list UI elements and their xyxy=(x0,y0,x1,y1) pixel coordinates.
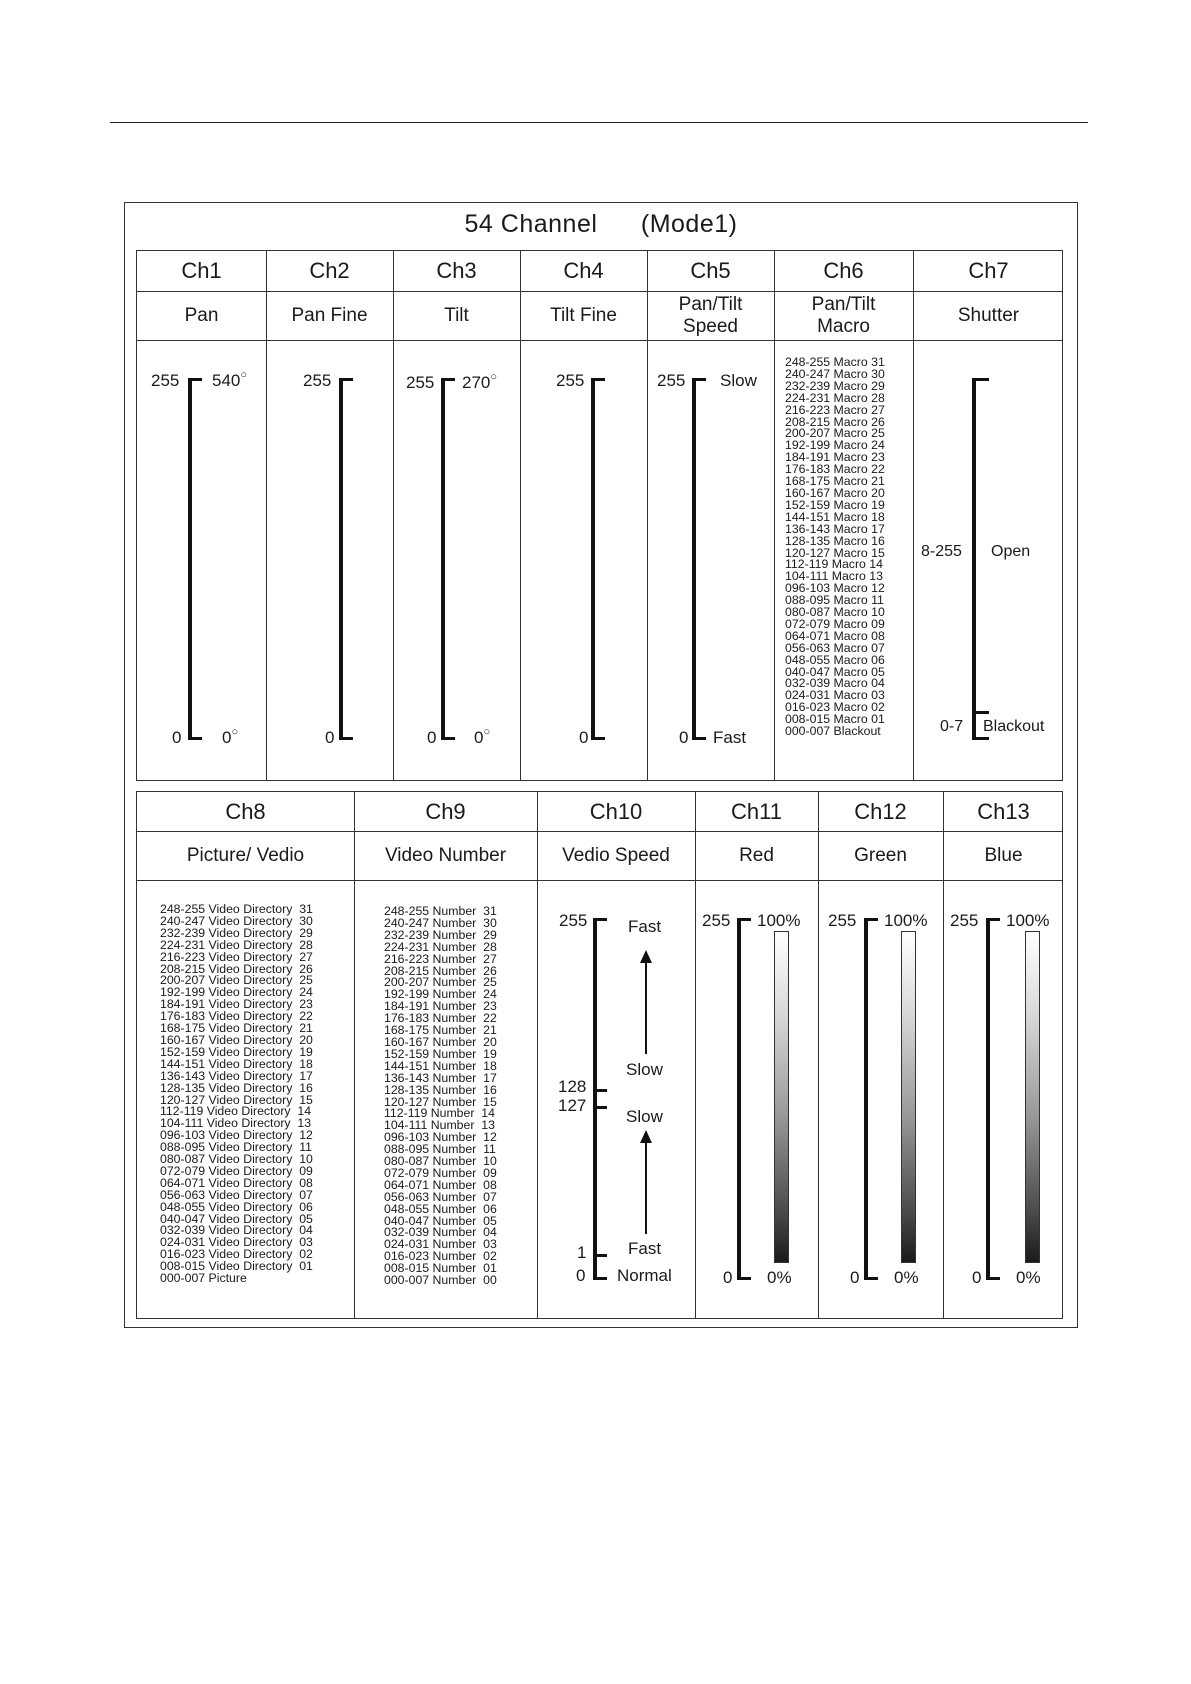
ch12-range-bar xyxy=(864,918,868,1279)
ch11-bottom-tick xyxy=(737,1277,751,1280)
ch10-range-bar xyxy=(593,918,597,1279)
ch2-max-value: 255 xyxy=(303,371,332,390)
ch10-normal-label: Normal xyxy=(617,1266,672,1285)
ch9-video-number-list: 248-255 Number 31 240-247 Number 30 232-239 Number 29 224-231 Number 28 216-223 Number 27 208-215 Number 26 200-207 Number 25 192-199 Number 24 184-191 Number 23 176-183 Number 22 168-175 Number 21 160-167 Number 20 152-159 Number 19 144-151 Number 18 136-143 Number 17 128-135 Number 16 120-127 Number 15 112-119 Number 14 104-111 Number 13 096-103 Number 12 088-095 Number 11 080-087 Number 10 072-079 Number 09 064-071 Number 08 056-063 Number 07 048-055 Number 06 040-047 Number 05 032-039 Number 04 024-031 Number 03 016-023 Number 02 008-015 Number 01 000-007 Number 00 xyxy=(384,904,497,1288)
header-ch3: Ch3 xyxy=(436,258,477,283)
name-ch12: Green xyxy=(854,844,907,866)
page-header-rule xyxy=(110,122,1088,123)
name-ch1: Pan xyxy=(184,304,219,326)
header-ch4: Ch4 xyxy=(563,258,604,283)
ch5-slow-label: Slow xyxy=(720,371,757,390)
name-ch13: Blue xyxy=(984,844,1023,866)
ch1-max-value: 255 xyxy=(151,371,180,390)
ch13-max-pct: 100% xyxy=(1006,911,1050,930)
header-ch11: Ch11 xyxy=(731,798,782,824)
header-ch5: Ch5 xyxy=(690,258,731,283)
ch1-max-angle: 540○ xyxy=(212,369,248,390)
name-ch5: Pan/Tilt Speed xyxy=(678,293,743,337)
ch3-min-angle: 0○ xyxy=(474,726,491,747)
ch6-macro-list: 248-255 Macro 31 240-247 Macro 30 232-239 Macro 29 224-231 Macro 28 216-223 Macro 27 208-215 Macro 26 200-207 Macro 25 192-199 Macro 24 184-191 Macro 23 176-183 Macro 22 168-175 Macro 21 160-167 Macro 20 152-159 Macro 19 144-151 Macro 18 136-143 Macro 17 128-135 Macro 16 120-127 Macro 15 112-119 Macro 14 104-111 Macro 13 096-103 Macro 12 088-095 Macro 11 080-087 Macro 10 072-079 Macro 09 064-071 Macro 08 056-063 Macro 07 048-055 Macro 06 040-047 Macro 05 032-039 Macro 04 024-031 Macro 03 016-023 Macro 02 008-015 Macro 01 000-007 Blackout xyxy=(785,355,885,739)
table-ch1-ch7 xyxy=(136,250,1063,781)
ch11-range-bar xyxy=(737,918,741,1279)
ch5-top-tick xyxy=(692,378,706,381)
header-ch7: Ch7 xyxy=(968,258,1009,283)
header-ch13: Ch13 xyxy=(977,798,1030,824)
ch10-fast-top: Fast xyxy=(628,917,662,936)
ch3-min-value: 0 xyxy=(427,728,437,747)
ch11-min-pct: 0% xyxy=(767,1268,792,1287)
ch12-max-value: 255 xyxy=(828,911,857,930)
ch11-top-tick xyxy=(737,918,751,921)
ch2-range-bar xyxy=(339,378,343,739)
ch12-min-pct: 0% xyxy=(894,1268,919,1287)
page-title xyxy=(124,210,1078,239)
ch1-top-tick xyxy=(188,378,202,381)
header-ch6: Ch6 xyxy=(823,258,864,283)
ch10-slow-upper: Slow xyxy=(626,1060,663,1079)
ch13-max-value: 255 xyxy=(950,911,979,930)
name-ch2: Pan Fine xyxy=(291,304,368,326)
ch4-range-bar xyxy=(591,378,595,739)
ch5-range-bar xyxy=(692,378,696,739)
ch3-top-tick xyxy=(441,378,455,381)
ch10-fast-bottom: Fast xyxy=(628,1239,662,1258)
ch11-max-value: 255 xyxy=(702,911,731,930)
ch2-bottom-tick xyxy=(339,737,353,740)
header-ch9: Ch9 xyxy=(425,798,466,824)
ch1-min-value: 0 xyxy=(172,728,182,747)
ch13-gradient-bar xyxy=(1025,931,1040,1263)
ch12-top-tick xyxy=(864,918,878,921)
ch7-blackout-range: 0-7 xyxy=(940,718,964,735)
ch10-tick-255 xyxy=(593,918,607,921)
name-ch11: Red xyxy=(739,844,774,866)
ch3-bottom-tick xyxy=(441,737,455,740)
ch1-min-angle: 0○ xyxy=(222,726,239,747)
ch10-tick-0 xyxy=(593,1277,607,1280)
ch2-top-tick xyxy=(339,378,353,381)
ch3-max-angle: 270○ xyxy=(462,371,498,392)
ch10-tick-127 xyxy=(593,1106,607,1109)
ch4-top-tick xyxy=(591,378,605,381)
ch10-value-1: 1 xyxy=(577,1243,587,1262)
header-ch10: Ch10 xyxy=(589,798,643,824)
ch3-max-value: 255 xyxy=(406,373,435,392)
name-ch3: Tilt xyxy=(444,304,469,326)
ch10-tick-128 xyxy=(593,1089,607,1092)
ch13-min-pct: 0% xyxy=(1016,1268,1041,1287)
header-ch12: Ch12 xyxy=(854,798,907,824)
ch7-top-tick xyxy=(972,378,989,381)
ch3-range-bar xyxy=(441,378,445,739)
name-ch8: Picture/ Vedio xyxy=(186,844,305,866)
header-ch2: Ch2 xyxy=(309,258,350,283)
ch13-min-value: 0 xyxy=(972,1268,982,1287)
ch12-min-value: 0 xyxy=(850,1268,860,1287)
ch4-max-value: 255 xyxy=(556,371,585,390)
ch7-bottom-tick xyxy=(972,737,989,740)
ch12-gradient-bar xyxy=(901,931,916,1263)
ch13-top-tick xyxy=(986,918,1000,921)
ch4-min-value: 0 xyxy=(579,728,589,747)
ch13-range-bar xyxy=(986,918,990,1279)
ch5-fast-label: Fast xyxy=(713,728,747,747)
ch7-range-bar xyxy=(972,378,976,739)
ch12-max-pct: 100% xyxy=(884,911,928,930)
ch10-value-127: 127 xyxy=(558,1096,587,1115)
title-mode: (Mode1) xyxy=(640,210,738,238)
ch1-bottom-tick xyxy=(188,737,202,740)
ch4-bottom-tick xyxy=(591,737,605,740)
ch11-max-pct: 100% xyxy=(757,911,801,930)
ch5-min-value: 0 xyxy=(679,728,689,747)
ch2-min-value: 0 xyxy=(325,728,335,747)
name-ch10: Vedio Speed xyxy=(562,844,670,866)
ch10-value-255: 255 xyxy=(559,911,588,930)
title-main: 54 Channel xyxy=(464,210,598,238)
name-ch6: Pan/Tilt Macro xyxy=(811,293,876,337)
header-ch8: Ch8 xyxy=(225,798,266,824)
ch7-open-label: Open xyxy=(991,543,1031,560)
ch7-open-range: 8-255 xyxy=(921,543,962,560)
ch12-bottom-tick xyxy=(864,1277,878,1280)
ch11-min-value: 0 xyxy=(723,1268,733,1287)
ch13-bottom-tick xyxy=(986,1277,1000,1280)
name-ch4: Tilt Fine xyxy=(550,304,617,326)
ch8-video-directory-list: 248-255 Video Directory 31 240-247 Video Directory 30 232-239 Video Directory 29 224-231 Video Directory 28 216-223 Video Directory 27 208-215 Video Directory 26 200-207 Video Directory 25 192-199 Video Directory 24 184-191 Video Directory 23 176-183 Video Directory 22 168-175 Video Directory 21 160-167 Video Directory 20 152-159 Video Directory 19 144-151 Video Directory 18 136-143 Video Directory 17 128-135 Video Directory 16 120-127 Video Directory 15 112-119 Video Directory 14 104-111 Video Directory 13 096-103 Video Directory 12 088-095 Video Directory 11 080-087 Video Directory 10 072-079 Video Directory 09 064-071 Video Directory 08 056-063 Video Directory 07 048-055 Video Directory 06 040-047 Video Directory 05 032-039 Video Directory 04 024-031 Video Directory 03 016-023 Video Directory 02 008-015 Video Directory 01 000-007 Picture xyxy=(160,902,313,1286)
ch10-tick-1 xyxy=(593,1254,607,1257)
ch10-value-0: 0 xyxy=(576,1266,586,1285)
header-ch1: Ch1 xyxy=(181,258,222,283)
ch10-slow-lower: Slow xyxy=(626,1107,663,1126)
ch10-arrow-up-upper xyxy=(645,962,647,1054)
ch1-range-bar xyxy=(188,378,192,739)
ch10-value-128: 128 xyxy=(558,1077,587,1096)
name-ch7: Shutter xyxy=(957,304,1020,326)
name-ch9: Video Number xyxy=(384,844,507,866)
ch11-gradient-bar xyxy=(774,931,789,1263)
ch7-blackout-label: Blackout xyxy=(983,718,1045,735)
ch7-blackout-tick xyxy=(972,711,989,714)
ch5-bottom-tick xyxy=(692,737,706,740)
ch10-arrow-up-lower xyxy=(645,1142,647,1234)
ch5-max-value: 255 xyxy=(657,371,686,390)
